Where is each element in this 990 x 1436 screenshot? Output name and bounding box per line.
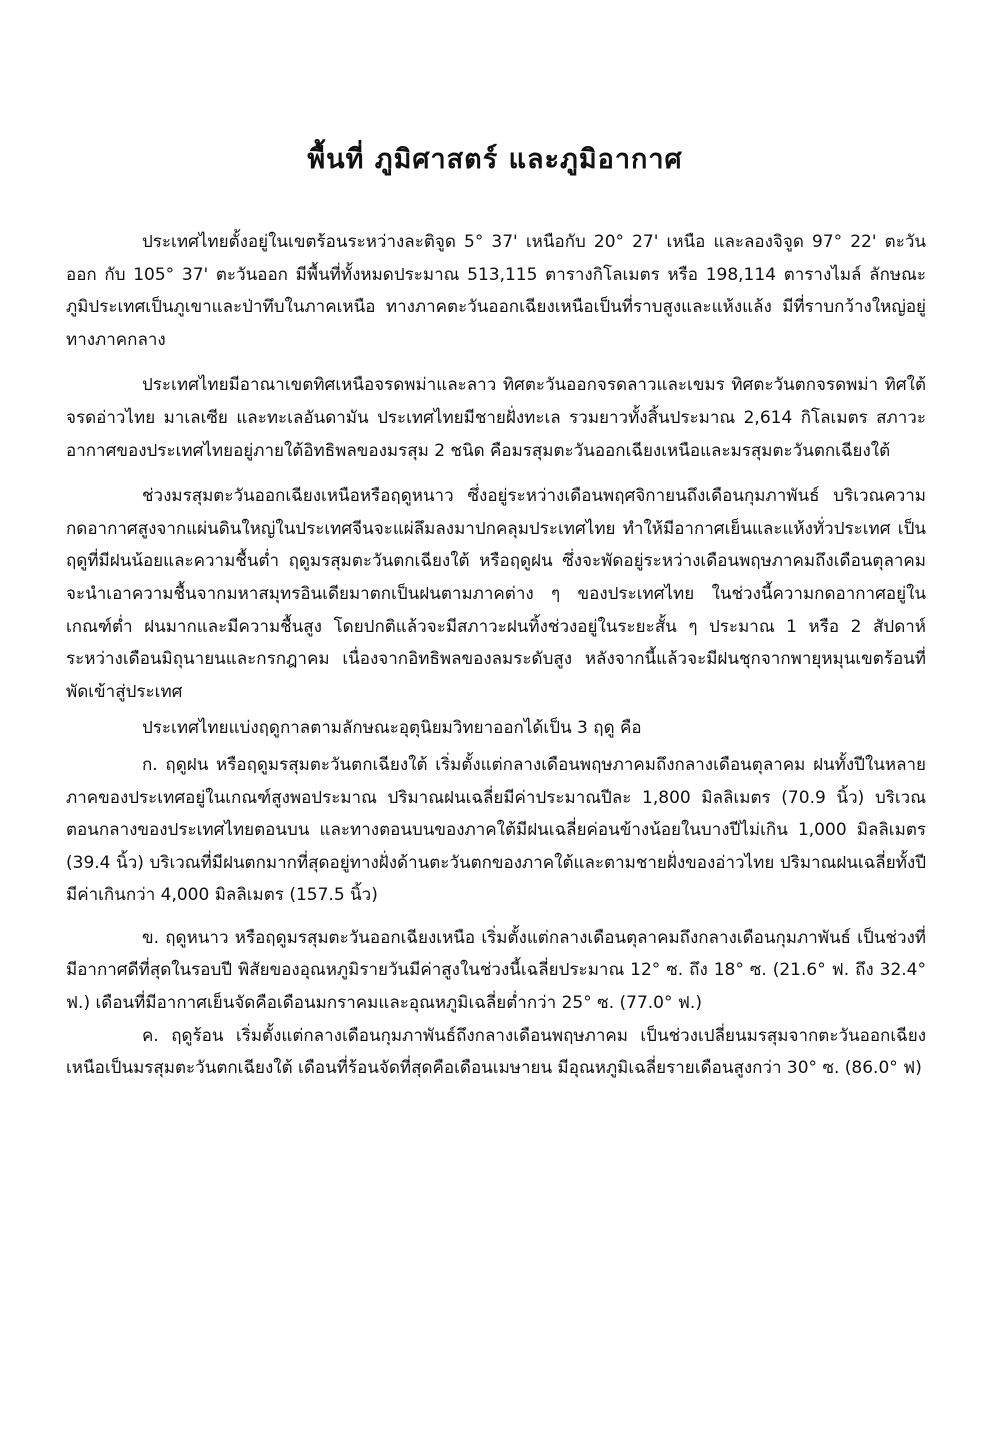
paragraph-location: ประเทศไทยตั้งอยู่ในเขตร้อนระหว่างละติจูด 5° 37' เหนือกับ 20° 27' เหนือ และลองจิจูด 97° 22' ตะวันออก กับ 105° 37' ตะวันออก มีพื้นที่ทั้งหมดประมาณ 513,115 ตารางกิโลเมตร หรือ 198,114 ตารางไมล์ ลักษณะภูมิประเทศเป็นภูเขาและป่าทึบในภาคเหนือ ทางภาคตะวันออกเฉียงเหนือเป็นที่ราบสูงและแห้งแล้ง มีที่ราบกว้างใหญ่อยู่ทางภาคกลาง (66, 232, 926, 350)
paragraph-winter-season: ข. ฤดูหนาว หรือฤดูมรสุมตะวันออกเฉียงเหนือ เริ่มตั้งแต่กลางเดือนตุลาคมถึงกลางเดือนกุมภาพันธ์ เป็นช่วงที่มีอากาศดีที่สุดในรอบปี พิสัยของอุณหภูมิรายวันมีค่าสูงในช่วงนี้เฉลี่ยประมาณ 12° ซ. ถึง 18° ซ. (21.6° ฟ. ถึง 32.4° ฟ.) เดือนที่มีอากาศเย็นจัดคือเดือนมกราคมและอุณหภูมิเฉลี่ยต่ำกว่า 25° ซ. (77.0° ฟ.) (66, 927, 926, 1014)
page-title: พื้นที่ ภูมิศาสตร์ และภูมิอากาศ (307, 144, 683, 175)
paragraph-seasons-intro: ประเทศไทยแบ่งฤดูกาลตามลักษณะอุตุนิยมวิทยาออกได้เป็น 3 ฤดู คือ (142, 718, 642, 739)
paragraph-summer-season: ค. ฤดูร้อน เริ่มตั้งแต่กลางเดือนกุมภาพันธ์ถึงกลางเดือนพฤษภาคม เป็นช่วงเปลี่ยนมรสุมจากตะวันออกเฉียงเหนือเป็นมรสุมตะวันตกเฉียงใต้ เดือนที่ร้อนจัดที่สุดคือเดือนเมษายน มีอุณหภูมิเฉลี่ยรายเดือนสูงกว่า 30° ซ. (86.0° ฟ) (66, 1025, 926, 1079)
document-body (66, 226, 926, 1085)
paragraph-rainy-season: ก. ฤดูฝน หรือฤดูมรสุมตะวันตกเฉียงใต้ เริ่มตั้งแต่กลางเดือนพฤษภาคมถึงกลางเดือนตุลาคม ฝนทั้งปีในหลายภาคของประเทศอยู่ในเกณฑ์สูงพอประมาณ ปริมาณฝนเฉลี่ยมีค่าประมาณปีละ 1,800 มิลลิเมตร (70.9 นิ้ว) บริเวณตอนกลางของประเทศไทยตอนบน และทางตอนบนของภาคใต้มีฝนเฉลี่ยค่อนข้างน้อยในบางปีไม่เกิน 1,000 มิลลิเมตร (39.4 นิ้ว) บริเวณที่มีฝนตกมากที่สุดอยู่ทางฝั่งด้านตะวันตกของภาคใต้และตามชายฝั่งของอ่าวไทย ปริมาณฝนเฉลี่ยทั้งปีมีค่าเกินกว่า 4,000 มิลลิเมตร (157.5 นิ้ว) (66, 754, 926, 906)
paragraph-borders: ประเทศไทยมีอาณาเขตทิศเหนือจรดพม่าและลาว ทิศตะวันออกจรดลาวและเขมร ทิศตะวันตกจรดพม่า ทิศใต้จรดอ่าวไทย มาเลเซีย และทะเลอันดามัน ประเทศไทยมีชายฝั่งทะเล รวมยาวทั้งสิ้นประมาณ 2,614 กิโลเมตร สภาวะอากาศของประเทศไทยอยู่ภายใต้อิทธิพลของมรสุม 2 ชนิด คือมรสุมตะวันออกเฉียงเหนือและมรสุมตะวันตกเฉียงใต้ (66, 375, 926, 461)
paragraph-monsoons: ช่วงมรสุมตะวันออกเฉียงเหนือหรือฤดูหนาว ซึ่งอยู่ระหว่างเดือนพฤศจิกายนถึงเดือนกุมภาพันธ์ บริเวณความกดอากาศสูงจากแผ่นดินใหญ่ในประเทศจีนจะแผ่ลึมลงมาปกคลุมประเทศไทย ทำให้มีอากาศเย็นและแห้งทั่วประเทศ เป็นฤดูที่มีฝนน้อยและความชื้นต่ำ ฤดูมรสุมตะวันตกเฉียงใต้ หรือฤดูฝน ซึ่งจะพัดอยู่ระหว่างเดือนพฤษภาคมถึงเดือนตุลาคม จะนำเอาความชื้นจากมหาสมุทรอินเดียมาตกเป็นฝนตามภาคต่าง ๆ ของประเทศไทย ในช่วงนี้ความกดอากาศอยู่ในเกณฑ์ต่ำ ฝนมากและมีความชื้นสูง โดยปกติแล้วจะมีสภาวะฝนทิ้งช่วงอยู่ในระยะสั้น ๆ ประมาณ 1 หรือ 2 สัปดาห์ ระหว่างเดือนมิถุนายนและกรกฎาคม เนื่องจากอิทธิพลของลมระดับสูง หลังจากนี้แล้วจะมีฝนชุกจากพายุหมุนเขตร้อนที่พัดเข้าสู่ประเทศ (66, 486, 926, 702)
